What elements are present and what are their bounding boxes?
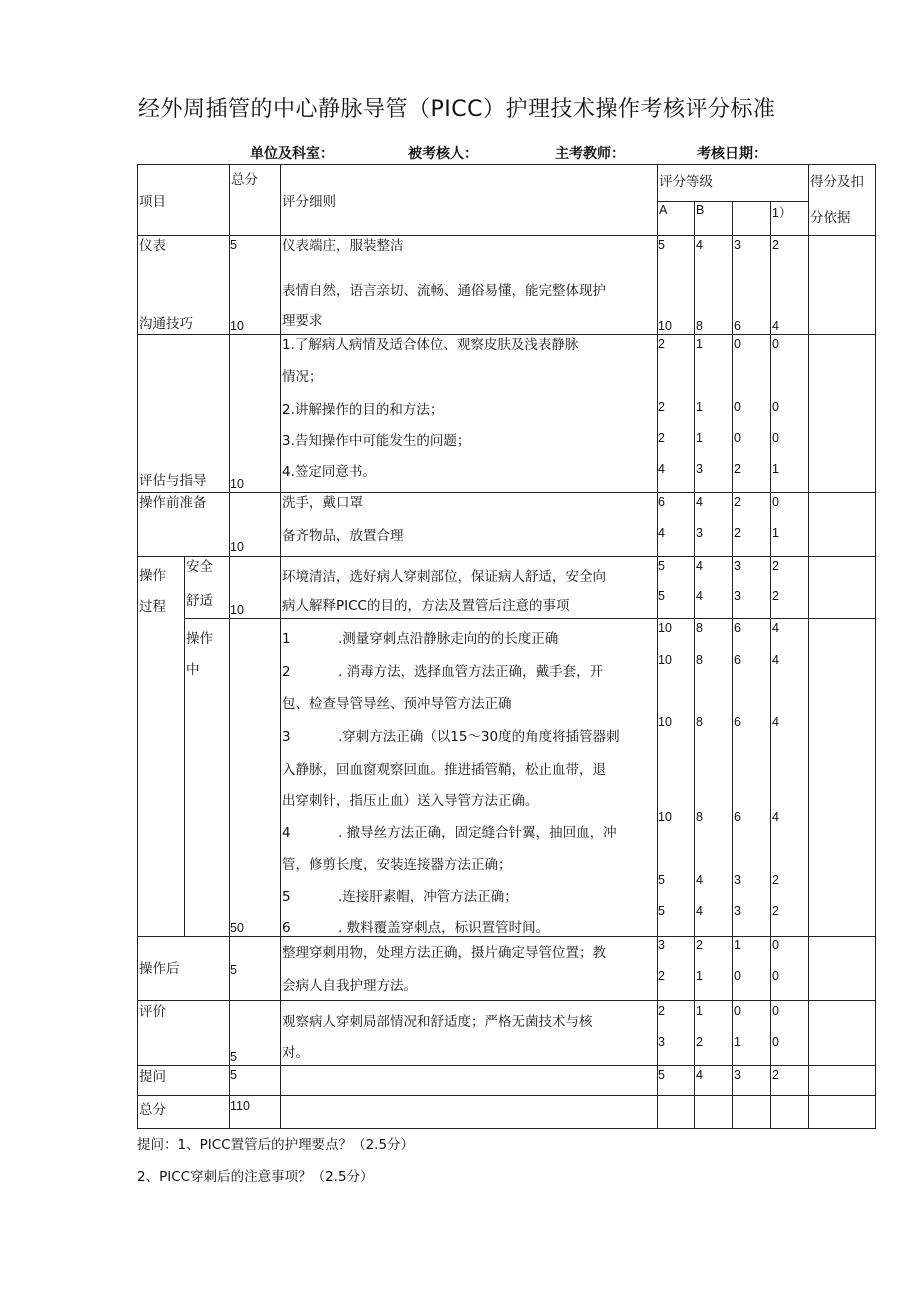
header-grade-d: 1） (772, 206, 792, 220)
grade-b: 4 (696, 589, 703, 603)
grade-d: 0 (772, 969, 779, 983)
row5-sub1: 操作 (186, 631, 213, 647)
row1-detail3: 理要求 (282, 313, 323, 329)
scoring-table (137, 164, 876, 1129)
grade-d: 0 (772, 495, 779, 509)
grade-b: 4 (696, 904, 703, 918)
header-grade: 评分等级 (659, 174, 713, 190)
vline-total (229, 165, 230, 1129)
grade-a: 2 (658, 337, 665, 351)
row1-item1: 仪表 (139, 238, 166, 254)
row3-detail2: 备齐物品，放置合理 (282, 528, 404, 544)
row4-item1: 操作 (139, 568, 166, 584)
row5-detail1: .测量穿刺点沿静脉走向的的长度正确 (338, 631, 559, 647)
grade-c: 6 (734, 715, 741, 729)
row3-total: 10 (230, 540, 244, 554)
row5-detail3b: 入静脉，回血窗观察回血。推进插管鞘，松止血带，退 (282, 762, 606, 778)
vline-right (875, 165, 876, 1129)
examinee-label: 被考核人： (408, 146, 478, 162)
grade-a: 3 (658, 938, 665, 952)
row5-detail4: . 撤导丝方法正确，固定缝合针翼，抽回血，冲 (338, 825, 617, 841)
row4-sub1: 安全 (186, 559, 213, 575)
grade-c: 6 (734, 319, 741, 333)
header-detail: 评分细则 (282, 194, 336, 210)
grade-c: 6 (734, 810, 741, 824)
page-title: 经外周插管的中心静脉导管（PICC）护理技术操作考核评分标准 (138, 97, 776, 122)
row6-detail2: 会病人自我护理方法。 (282, 978, 417, 994)
header-item: 项目 (139, 194, 166, 210)
grade-b: 4 (696, 1068, 703, 1082)
grade-a: 10 (658, 810, 672, 824)
row5-num3: 3 (282, 729, 291, 745)
grade-c: 2 (734, 495, 741, 509)
row4-detail1: 环境清洁，选好病人穿刺部位，保证病人舒适，安全向 (282, 569, 606, 585)
grade-c: 6 (734, 621, 741, 635)
grade-b: 8 (696, 621, 703, 635)
question-note-2: 2、PICC穿刺后的注意事项？（2.5分） (137, 1169, 374, 1185)
row5-sub2: 中 (186, 662, 200, 678)
grade-a: 5 (658, 559, 665, 573)
grade-a: 5 (658, 1068, 665, 1082)
grade-b: 1 (696, 1004, 703, 1018)
hline-5 (184, 618, 876, 619)
row8-item: 提问 (139, 1069, 166, 1085)
row2-detail4: 3.告知操作中可能发生的问题； (282, 433, 471, 449)
row4-detail2: 病人解释PICC的目的，方法及置管后注意的事项 (282, 598, 570, 614)
row5-num5: 5 (282, 889, 291, 905)
grade-b: 3 (696, 462, 703, 476)
row5-detail6: . 敷料覆盖穿刺点，标识置管时间。 (338, 920, 550, 936)
grade-c: 0 (734, 431, 741, 445)
grade-c: 0 (734, 1004, 741, 1018)
grade-a: 5 (658, 904, 665, 918)
hline-3 (138, 492, 876, 493)
header-grade-a: A (659, 203, 668, 217)
grade-d: 2 (772, 238, 779, 252)
grade-c: 3 (734, 873, 741, 887)
row2-item: 评估与指导 (139, 473, 207, 489)
row5-num2: 2 (282, 664, 291, 680)
grade-c: 1 (734, 1035, 741, 1049)
grade-a: 2 (658, 400, 665, 414)
grade-c: 3 (734, 559, 741, 573)
grade-b: 8 (696, 653, 703, 667)
grade-a: 2 (658, 431, 665, 445)
grade-b: 8 (696, 319, 703, 333)
question-note-1: 提问：1、PICC置管后的护理要点？（2.5分） (137, 1137, 415, 1153)
row2-total: 10 (230, 477, 244, 491)
grade-d: 4 (772, 319, 779, 333)
row1-detail1: 仪表端庄，服装整洁 (282, 238, 404, 254)
grade-a: 4 (658, 526, 665, 540)
grade-b: 8 (696, 715, 703, 729)
grade-a: 3 (658, 1035, 665, 1049)
hline-1 (138, 235, 876, 236)
grade-a: 6 (658, 495, 665, 509)
grade-d: 1 (772, 526, 779, 540)
grade-d: 1 (772, 462, 779, 476)
grade-a: 5 (658, 873, 665, 887)
row5-num4: 4 (282, 825, 291, 841)
grade-c: 0 (734, 337, 741, 351)
grade-a: 2 (658, 1004, 665, 1018)
grade-b: 1 (696, 337, 703, 351)
row7-detail1: 观察病人穿刺局部情况和舒适度；严格无菌技术与核 (282, 1014, 593, 1030)
row8-total: 5 (230, 1068, 237, 1082)
grade-d: 0 (772, 1035, 779, 1049)
row5-detail2: . 消毒方法，选择血管方法正确，戴手套，开 (338, 664, 604, 680)
grade-b: 4 (696, 495, 703, 509)
vline-detail (280, 165, 281, 1129)
header-total: 总分 (231, 172, 258, 188)
row5-detail4b: 管，修剪长度，安装连接器方法正确； (282, 857, 512, 873)
row2-detail1: 1.了解病人病情及适合体位、观察皮肤及浅表静脉 (282, 337, 579, 353)
row7-item: 评价 (139, 1004, 166, 1020)
grade-c: 2 (734, 526, 741, 540)
header-grade-b: B (696, 203, 705, 217)
hline-2 (138, 334, 876, 335)
grade-c: 3 (734, 589, 741, 603)
grade-d: 0 (772, 938, 779, 952)
grade-d: 0 (772, 431, 779, 445)
grade-c: 0 (734, 969, 741, 983)
row9-item: 总分 (139, 1102, 166, 1118)
grade-c: 3 (734, 904, 741, 918)
row5-detail3c: 出穿刺针，指压止血）送入导管方法正确。 (282, 793, 539, 809)
row1-total1: 5 (230, 238, 237, 252)
row5-total: 50 (230, 921, 244, 935)
grade-b: 8 (696, 810, 703, 824)
grade-b: 1 (696, 969, 703, 983)
row5-detail2b: 包、检查导管导丝、预冲导管方法正确 (282, 696, 512, 712)
grade-d: 4 (772, 621, 779, 635)
grade-b: 1 (696, 431, 703, 445)
date-label: 考核日期： (697, 146, 767, 162)
grade-b: 4 (696, 238, 703, 252)
vline-score (808, 165, 809, 1129)
grade-d: 4 (772, 715, 779, 729)
hline-grade (657, 201, 808, 202)
vline-sub (184, 556, 185, 936)
row4-sub2: 舒适 (186, 593, 213, 609)
hline-4 (138, 556, 876, 557)
grade-a: 5 (658, 238, 665, 252)
grade-d: 2 (772, 904, 779, 918)
row1-detail2: 表情自然，语言亲切、流畅、通俗易懂，能完整体现护 (282, 283, 606, 299)
grade-a: 10 (658, 653, 672, 667)
row9-total: 110 (230, 1099, 250, 1113)
grade-a: 5 (658, 589, 665, 603)
hline-9 (138, 1095, 876, 1096)
grade-a: 10 (658, 319, 672, 333)
grade-b: 2 (696, 938, 703, 952)
row3-item: 操作前准备 (139, 495, 207, 511)
row7-total: 5 (230, 1050, 237, 1064)
grade-d: 4 (772, 810, 779, 824)
row2-detail5: 4.签定同意书。 (282, 464, 376, 480)
grade-b: 1 (696, 400, 703, 414)
grade-d: 2 (772, 873, 779, 887)
grade-d: 4 (772, 653, 779, 667)
grade-c: 2 (734, 462, 741, 476)
row2-detail2: 情况； (282, 369, 323, 385)
grade-b: 3 (696, 526, 703, 540)
grade-c: 3 (734, 1068, 741, 1082)
row6-detail1: 整理穿刺用物，处理方法正确，摄片确定导管位置；教 (282, 945, 606, 961)
unit-label: 单位及科室： (250, 146, 334, 162)
row3-detail1: 洗手，戴口罩 (282, 495, 363, 511)
vline-grade-a (657, 165, 658, 1129)
hline-bottom (138, 1128, 876, 1129)
row5-detail5: .连接肝素帽，冲管方法正确； (338, 889, 518, 905)
row4-total: 10 (230, 603, 244, 617)
row5-num1: 1 (282, 631, 291, 647)
grade-a: 2 (658, 969, 665, 983)
grade-d: 2 (772, 589, 779, 603)
grade-a: 10 (658, 715, 672, 729)
grade-c: 0 (734, 400, 741, 414)
grade-d: 0 (772, 400, 779, 414)
grade-d: 2 (772, 1068, 779, 1082)
row2-detail3: 2.讲解操作的目的和方法； (282, 402, 444, 418)
row1-total2: 10 (230, 319, 244, 333)
grade-a: 10 (658, 621, 672, 635)
vline-grade-b (694, 201, 695, 1129)
vline-grade-c (732, 201, 733, 1129)
header-score-line2: 分依据 (810, 210, 851, 226)
hline-7 (138, 1000, 876, 1001)
row6-item: 操作后 (139, 961, 180, 977)
grade-d: 2 (772, 559, 779, 573)
grade-d: 0 (772, 337, 779, 351)
header-score-line1: 得分及扣 (810, 174, 864, 190)
grade-b: 4 (696, 559, 703, 573)
teacher-label: 主考教师： (555, 146, 625, 162)
grade-a: 4 (658, 462, 665, 476)
row7-detail2: 对。 (282, 1045, 309, 1061)
hline-8 (138, 1065, 876, 1066)
grade-c: 6 (734, 653, 741, 667)
hline-6 (138, 936, 876, 937)
row1-item2: 沟通技巧 (139, 316, 193, 332)
grade-c: 3 (734, 238, 741, 252)
grade-c: 1 (734, 938, 741, 952)
grade-b: 2 (696, 1035, 703, 1049)
row5-num6: 6 (282, 920, 291, 936)
vline-grade-d (770, 201, 771, 1129)
row4-item2: 过程 (139, 599, 166, 615)
grade-b: 4 (696, 873, 703, 887)
row5-detail3: .穿刺方法正确（以15～30度的角度将插管器刺 (338, 729, 620, 745)
grade-d: 0 (772, 1004, 779, 1018)
row6-total: 5 (230, 963, 237, 977)
